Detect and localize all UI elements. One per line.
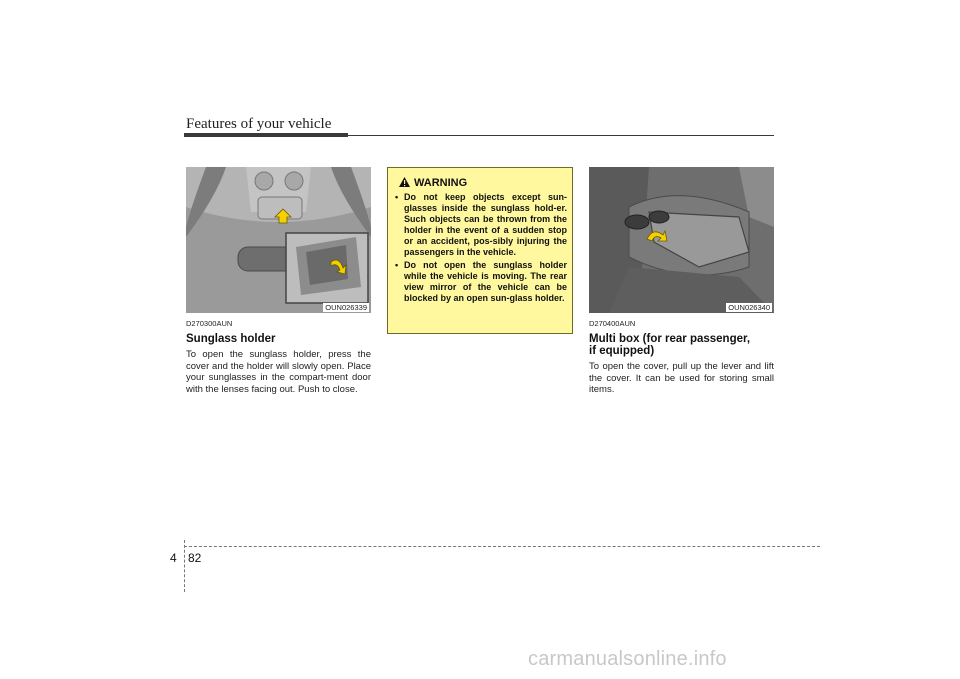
- page-number: 82: [188, 551, 202, 565]
- header-rule: [184, 135, 774, 136]
- warning-list: [395, 192, 567, 306]
- multi-box-section: [589, 318, 774, 396]
- sunglass-section: [186, 318, 371, 395]
- section-heading: Sunglass holder: [186, 333, 276, 345]
- multi-box-photo: [589, 167, 774, 313]
- warning-box: [387, 167, 573, 334]
- section-body: To open the cover, pull up the lever and lift the cover. It can be used for storing small items.: [589, 361, 774, 395]
- heading-line-2: if equipped): [589, 345, 655, 357]
- footer-rule: [184, 546, 820, 547]
- warning-heading: [399, 177, 467, 190]
- warning-title: WARNING: [414, 177, 468, 189]
- warning-item: • Do not keep objects except sun-glasses inside the sunglass hold-er. Such objects can be thrown from the holder in the event of a sudden stop or an accident, pos-sibly injuring the passengers in the vehicle.: [395, 192, 567, 258]
- warning-triangle-icon: [399, 177, 410, 190]
- footer-divider: [184, 540, 185, 592]
- section-body: To open the sunglass holder, press the cover and the holder will slowly open. Place your sunglasses in the compart-ment door with the lenses facing out. Push to close.: [186, 349, 371, 395]
- header-title: Features of your vehicle: [186, 116, 332, 132]
- section-code: D270400AUN: [589, 319, 636, 328]
- section-code: D270300AUN: [186, 319, 233, 328]
- sunglass-holder-photo: [186, 167, 371, 313]
- photo-code: OUN026339: [325, 303, 367, 312]
- section-heading: [589, 333, 774, 357]
- photo-code: OUN026340: [728, 303, 770, 312]
- heading-line-1: Multi box (for rear passenger,: [589, 333, 751, 345]
- warning-item: • Do not open the sunglass holder while the vehicle is moving. The rear view mirror of the vehicle can be blocked by an open sun-glass holder.: [395, 260, 567, 304]
- chapter-number: 4: [170, 551, 177, 565]
- watermark: carmanualsonline.info: [528, 648, 727, 670]
